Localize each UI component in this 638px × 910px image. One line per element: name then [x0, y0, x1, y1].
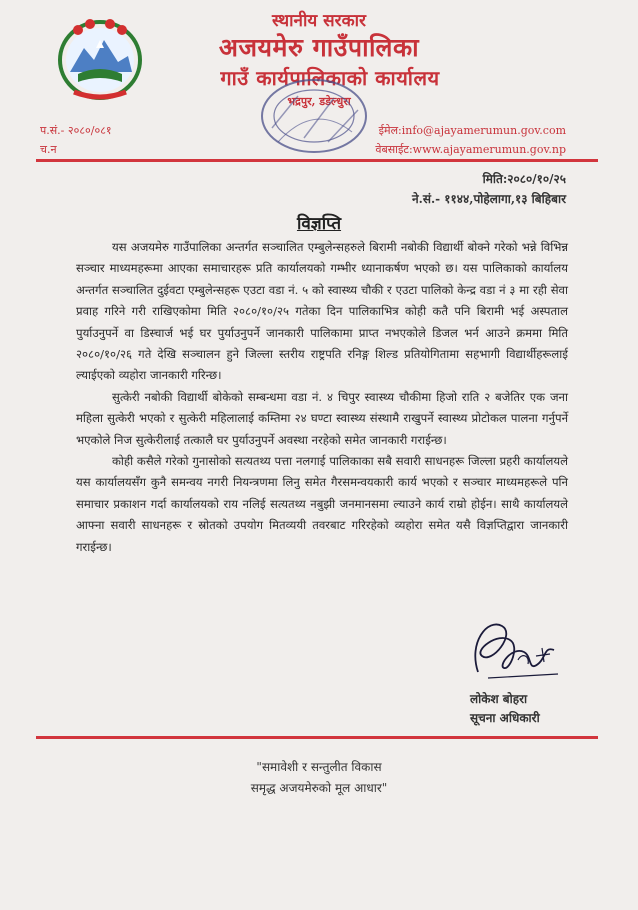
email-address[interactable]: ईमेल:info@ajayamerumun.gov.com — [378, 124, 566, 137]
body-paragraph: सुत्केरी नबोकी विद्यार्थी बोकेको सम्बन्धमा वडा नं. ४ चिपुर स्वास्थ्य चौकीमा हिजो राति २ बजेतिर एक जना महिला सुत्केरी भएको र सुत्केरी महिलालाई कम्तिमा २४ घण्टा स्वास्थ्य संस्थामै राखुपर्ने स्वास्थ्य प्रोटोकल पालना गर्नुपर्ने भएकोले निज सुत्केरीलाई तत्कालै घर पुर्याउनुपर्ने अवस्था नरहेको समेत जानकारी गराईन्छ। — [76, 389, 568, 447]
letterhead-municipality-name: अजयमेरु गाउँपालिका — [218, 33, 420, 62]
press-release-body — [76, 237, 568, 558]
dispatch-number: च.न — [40, 143, 57, 156]
document-title: विज्ञप्ति — [296, 214, 342, 234]
reference-number: प.सं.- २०८०/०८१ — [40, 124, 112, 137]
letterhead-office-name: गाउँ कार्यपालिकाको कार्यालय — [220, 66, 440, 90]
signatory-title: सूचना अधिकारी — [470, 711, 540, 725]
motto-line-2: समृद्ध अजयमेरुको मूल आधार" — [250, 781, 388, 795]
letterhead-government-level: स्थानीय सरकार — [271, 11, 366, 31]
nepal-sambat-date: ने.सं.- ११४४,पोहेलागा,१३ बिहिबार — [412, 192, 566, 206]
office-seal-stamp — [258, 72, 370, 156]
letterhead-divider — [36, 159, 598, 162]
body-paragraph: यस अजयमेरु गाउँपालिका अन्तर्गत सञ्चालित एम्बुलेन्सहरुले बिरामी नबोकी विद्यार्थी बोक्ने गरेको भन्ने विभिन्न सञ्चार माध्यमहरूमा आएका समाचारहरू प्रति कार्यालयको गम्भीर ध्यानाकर्षण भएको छ। यस पालिकाको कार्यालय अन्तर्गत सञ्चालित दुईवटा एम्बुलेन्सहरू एउटा वडा नं. ५ को स्वास्थ्य चौकी र एउटा पालिको केन्द्र वडा नं ३ मा रही सेवा प्रवाह गरिने गरी राखिएकोमा मिति २०८०/१०/२५ गतेका दिन पालिकाभित्र कोही कतै पनि बिरामी भई अस्पताल पुर्याउनुपर्ने वा डिस्चार्ज भई घर पुर्याउनुपर्ने जानकारी पालिकामा प्राप्त नभएकोले डिजल भर्न आउने क्रममा मिति २०८०/१०/२६ गते देखि सञ्चालन हुने जिल्ला स्तरीय राष्ट्रपति रनिङ्ग शिल्ड प्रतियोगितामा सहभागी विद्यार्थीहरूलाई ल्याईएको व्यहोरा जानकारी गरिन्छ। — [76, 240, 568, 383]
motto-line-1: "समावेशी र सन्तुलीत विकास — [256, 760, 382, 774]
signatory-name: लोकेश बोहरा — [470, 692, 528, 706]
letterhead-address: भद्रपुर, डडेल्धुरा — [287, 95, 351, 108]
issue-date: मिति:२०८०/१०/२५ — [482, 172, 566, 186]
website-link[interactable]: वेबसाईट:www.ajayamerumun.gov.np — [375, 143, 566, 156]
body-paragraph: कोही कसैले गरेको गुनासोको सत्यतथ्य पत्ता नलगाई पालिकाका सबै सवारी साधनहरू जिल्ला प्रहरी कार्यालयले यस कार्यालयसँग कुनै समन्वय नगरी नियन्त्रणमा लिनु समेत गैरसमन्वयकारी कार्य भएको र सञ्चार माध्यमहरूले पनि समाचार प्रकाशन गर्दा कार्यालयको राय नलिई सत्यतथ्य नबुझी जनमानसमा ल्याउने कार्य राम्रो होईन। साथै कार्यालयले आफ्ना सवारी साधनहरू र स्रोतको उपयोग मितव्ययी तवरबाट गरिरहेको व्यहोरा समेत यसै विज्ञप्तिद्वारा जानकारी गराईन्छ। — [76, 454, 568, 554]
handwritten-signature — [458, 612, 568, 690]
footer-divider — [36, 736, 598, 739]
